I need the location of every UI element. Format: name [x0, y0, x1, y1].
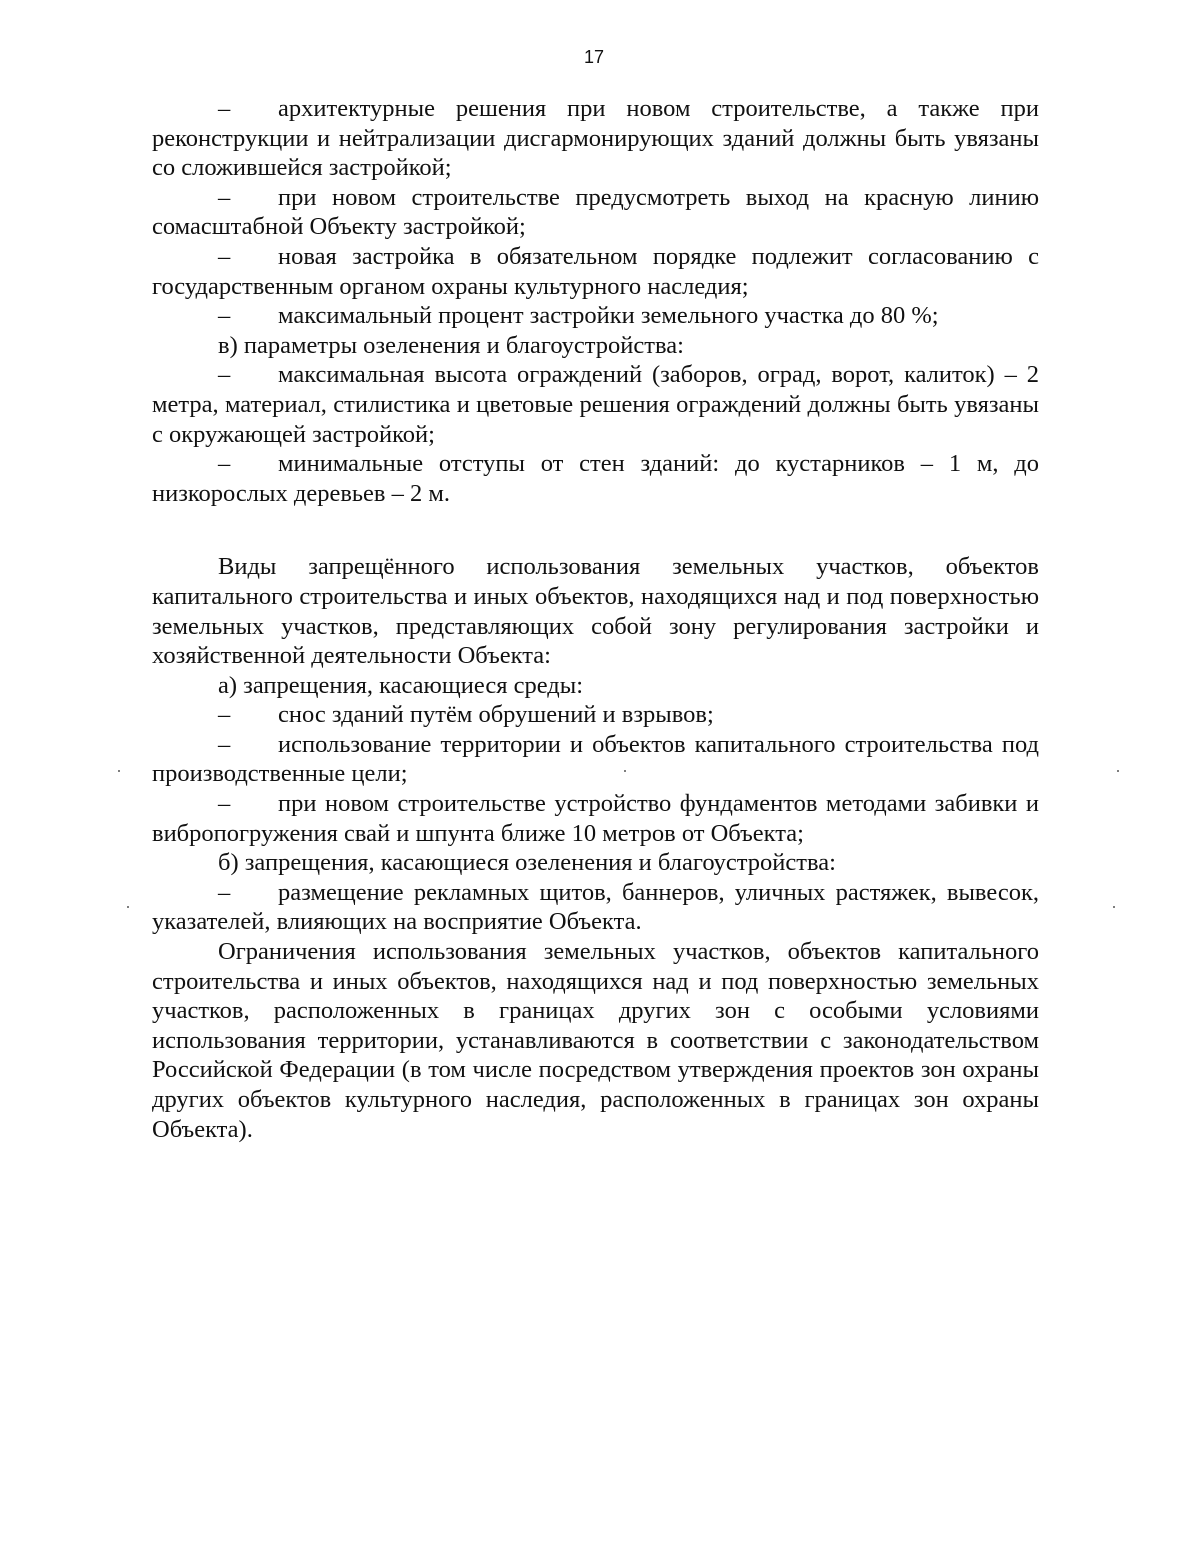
page-number: 17: [583, 47, 605, 67]
list-item-text: максимальный процент застройки земельного участка до 80 %;: [278, 302, 939, 330]
scan-speck: [1117, 770, 1119, 772]
dash-bullet: –: [218, 302, 231, 330]
list-item: [152, 360, 1039, 449]
list-item: [152, 878, 1039, 937]
list-item: [152, 183, 1039, 242]
list-item-text: использование территории и объектов капитального строительства под производственные цели;: [152, 730, 1039, 788]
list-item: [152, 301, 1039, 331]
list-item: [152, 789, 1039, 848]
document-body: [152, 94, 1039, 1144]
dash-bullet: –: [218, 790, 231, 818]
dash-bullet: –: [218, 878, 231, 906]
paragraph: Ограничения использования земельных участков, объектов капитального строительства и иных объектов, находящихся над и под поверхностью земельных участков, расположенных в границах других зон с особыми условиями использования территории, устанавливаются в соответствии с законодательством Российской Федерации (в том числе посредством утверждения проектов зон охраны других объектов культурного наследия, расположенных в границах зон охраны Объекта).: [152, 938, 1039, 1143]
section-subheading: в) параметры озеленения и благоустройства:: [218, 331, 684, 359]
dash-bullet: –: [218, 242, 231, 270]
list-item-text: размещение рекламных щитов, баннеров, уличных растяжек, вывесок, указателей, влияющих на восприятие Объекта.: [152, 878, 1039, 936]
dash-bullet: –: [218, 450, 231, 478]
scan-speck: [624, 770, 626, 772]
list-item-text: при новом строительстве устройство фундаментов методами забивки и вибропогружения свай и шпунта ближе 10 метров от Объекта;: [152, 790, 1039, 847]
list-item: [152, 242, 1039, 301]
scan-speck: [1113, 906, 1115, 908]
list-item-text: максимальная высота ограждений (заборов, оград, ворот, калиток) – 2 метра, материал, стилистика и цветовые решения ограждений должны быть увязаны с окружающей застройкой;: [152, 361, 1039, 448]
section-subheading: б) запрещения, касающиеся озеленения и благоустройства:: [218, 849, 836, 877]
dash-bullet: –: [218, 730, 231, 758]
dash-bullet: –: [218, 183, 231, 211]
dash-bullet: –: [218, 701, 231, 729]
section-subheading: а) запрещения, касающиеся среды:: [218, 671, 583, 699]
list-item-text: минимальные отступы от стен зданий: до кустарников – 1 м, до низкорослых деревьев – 2 м.: [152, 450, 1039, 507]
dash-bullet: –: [218, 361, 231, 389]
dash-bullet: –: [218, 95, 231, 122]
list-item-text: при новом строительстве предусмотреть выход на красную линию сомасштабной Объекту застройкой;: [152, 183, 1039, 241]
list-item: [152, 449, 1039, 508]
scan-speck: [127, 906, 129, 908]
list-item: [152, 730, 1039, 789]
list-item: [152, 700, 1039, 730]
paragraph: Виды запрещённого использования земельных участков, объектов капитального строительства и иных объектов, находящихся над и под поверхностью земельных участков, представляющих собой зону регулирования застройки и хозяйственной деятельности Объекта:: [152, 553, 1039, 670]
list-item-text: архитектурные решения при новом строительстве, а также при реконструкции и нейтрализации дисгармонирующих зданий должны быть увязаны со сложившейся застройкой;: [152, 95, 1039, 182]
paragraph-gap: [152, 508, 1039, 552]
list-item: [152, 94, 1039, 183]
list-item-text: новая застройка в обязательном порядке подлежит согласованию с государственным органом охраны культурного наследия;: [152, 242, 1039, 300]
scan-speck: [118, 770, 120, 772]
list-item-text: снос зданий путём обрушений и взрывов;: [278, 701, 714, 729]
